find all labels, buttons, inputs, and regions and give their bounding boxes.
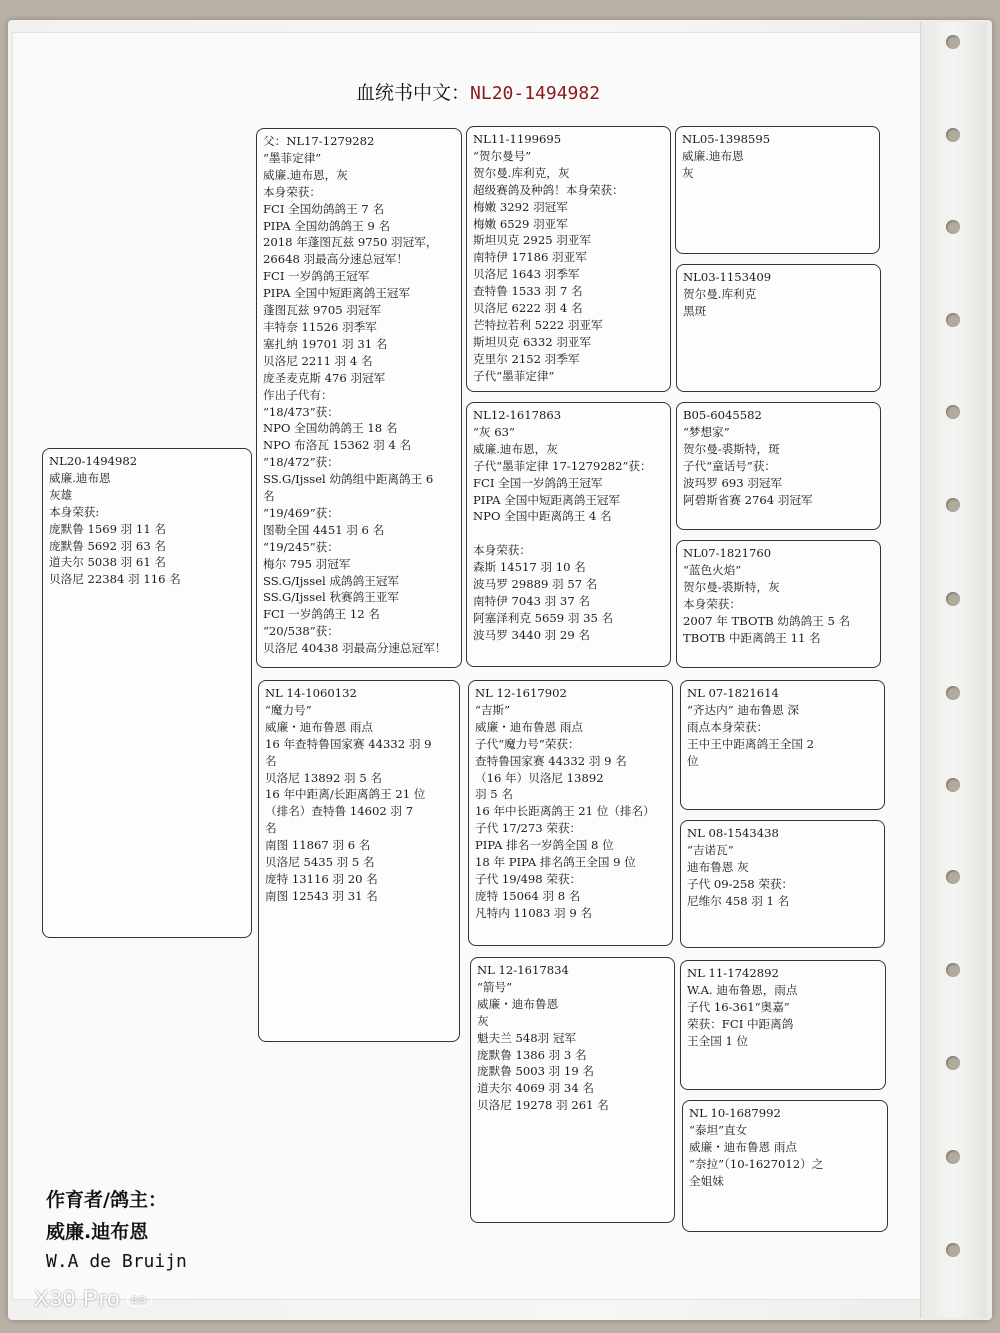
ds-line: 庞特 15064 羽 8 名 [475,888,581,903]
punch-hole [946,963,960,977]
sd-line: 威廉.迪布恩，灰 [473,441,558,456]
sd-line: 子代“墨菲定律 17-1279282”获： [473,458,652,473]
sire-line: 本身荣获： [263,184,321,199]
sd-line: “灰 63” [473,424,515,439]
sdd-line: 贺尔曼-裘斯特，灰 [683,579,780,594]
ds-line: 威廉・迪布鲁恩 雨点 [475,719,584,734]
dd-line: NL 12-1617834 [477,963,569,977]
ss-line: 子代“墨菲定律” [473,368,555,383]
ss-line: 克里尔 2152 羽季军 [473,351,580,366]
sd-line: NL12-1617863 [473,408,562,422]
ss-line: 贺尔曼.库利克，灰 [473,165,570,180]
sire-line: 图勒全国 4451 羽 6 名 [263,522,385,537]
sire-line: 父：NL17-1279282 [263,134,375,148]
dd-line: 魁夫兰 548羽 冠军 [477,1030,577,1045]
dam-line: 庞特 13116 羽 20 名 [265,871,378,886]
ds-line: 子代“魔力号”荣获： [475,736,580,751]
dsd-line: NL 08-1543438 [687,826,779,840]
sdd-line: 本身荣获： [683,596,741,611]
sire-line: “19/469”获： [263,505,339,520]
ss-line: 梅嫩 6529 羽亚军 [473,216,568,231]
sds-line: B05-6045582 [683,408,762,422]
sd-line: NPO 全国中距离鸽王 4 名 [473,509,612,524]
camera-watermark [34,1286,152,1312]
sire-line: 塞扎纳 19701 羽 31 名 [263,336,388,351]
subject-line: 威廉.迪布恩 [49,470,111,485]
sss-line: 灰 [682,165,694,180]
ss-line: NL11-1199695 [473,132,562,146]
sire-line: SS.G/Ijssel 幼鸽组中距离鸽王 6 [263,472,434,487]
dam-line: 贝洛尼 13892 羽 5 名 [265,770,382,785]
dd-line: 灰 [477,1013,489,1028]
punch-hole [946,128,960,142]
ss-line: 梅嫩 3292 羽冠军 [473,199,568,214]
sds-line: “梦想家” [683,424,730,439]
sire-line: PIPA 全国幼鸽鸽王 9 名 [263,218,391,233]
dds-line: 王全国 1 位 [687,1033,749,1048]
ds-line: “吉斯” [475,702,511,717]
ds-line: 凡特内 11083 羽 9 名 [475,905,592,920]
dam-line: 名 [265,821,277,836]
dam-dam-box [470,957,675,1223]
dam-sire-sire-box [680,680,885,810]
title-label: 血统书中文： [356,82,471,104]
sire-sire-box [466,126,671,392]
ddd-line: “奈拉”（10-1627012）之 [689,1156,824,1171]
pedigree-title [356,78,600,105]
dd-line: 庞默鲁 1386 羽 3 名 [477,1047,587,1062]
sire-dam-sire-box [676,402,881,530]
sss-line: NL05-1398595 [682,132,771,146]
ddd-line: 威廉・迪布鲁恩 雨点 [689,1139,798,1154]
dds-line: NL 11-1742892 [687,966,779,980]
dam-line: 威廉・迪布鲁恩 雨点 [265,719,374,734]
ss-line: 查特鲁 1533 羽 7 名 [473,284,583,299]
sdd-line: NL07-1821760 [683,546,772,560]
subject-bird-box [42,448,252,938]
punch-hole [946,405,960,419]
dam-dam-dam-box [682,1100,888,1232]
sire-dam-box [466,402,671,667]
punch-hole [946,498,960,512]
breeder-block [46,1184,187,1276]
dss-line: 王中王中距离鸽王全国 2 [687,736,814,751]
binder-strip [920,22,987,1318]
sire-line: 贝洛尼 2211 羽 4 名 [263,353,373,368]
sire-line: NPO 全国幼鸽鸽王 18 名 [263,421,398,436]
dds-line: 子代 16-361“奥嘉” [687,999,790,1014]
dd-line: 道夫尔 4069 羽 34 名 [477,1081,594,1096]
title-ring-number: NL20-1494982 [470,83,601,104]
sds-line: 子代“童话号”获： [683,458,777,473]
sire-line: 蓬图瓦兹 9705 羽冠军 [263,303,382,318]
punch-hole [946,870,960,884]
ss-line: 芒特拉若利 5222 羽亚军 [473,317,603,332]
ds-line: NL 12-1617902 [475,686,567,700]
breeder-name-cn: 威廉.迪布恩 [46,1221,149,1243]
ss-line: 贝洛尼 1643 羽季军 [473,267,580,282]
ss-line: 斯坦贝克 6332 羽亚军 [473,334,592,349]
ddd-line: “泰坦”直女 [689,1122,748,1137]
dsd-line: 子代 09-258 荣获： [687,876,794,891]
dsd-line: “吉诺瓦” [687,842,734,857]
sire-line: SS.G/Ijssel 秋赛鸽王亚军 [263,590,400,605]
ss-line: 南特伊 17186 羽亚军 [473,250,587,265]
sire-dam-dam-box [676,540,881,668]
sd-line: 阿塞泽利克 5659 羽 35 名 [473,610,614,625]
sd-line: 波马罗 3440 羽 29 名 [473,627,590,642]
sdd-line: 2007 年 TBOTB 幼鸽鸽王 5 名 [683,613,851,628]
dam-line: 16 年查特鲁国家赛 44332 羽 9 [265,736,432,751]
sds-line: 波玛罗 693 羽冠军 [683,475,783,490]
sire-line: “19/245”获： [263,539,339,554]
sire-sire-dam-box [676,264,881,392]
ds-line: 查特鲁国家赛 44332 羽 9 名 [475,753,627,768]
dam-sire-dam-box [680,820,885,948]
punch-hole [946,313,960,327]
dd-line: 贝洛尼 19278 羽 261 名 [477,1098,609,1113]
sd-line [473,525,664,542]
dam-line: （排名）查特鲁 14602 羽 7 [265,804,414,819]
dds-line: 荣获：FCI 中距离鸽 [687,1016,794,1031]
sd-line: 南特伊 7043 羽 37 名 [473,593,590,608]
sire-line: “墨菲定律” [263,150,322,165]
punch-hole [946,35,960,49]
dd-line: 威廉・迪布鲁恩 [477,996,559,1011]
ssd-line: NL03-1153409 [683,270,772,284]
ddd-line: NL 10-1687992 [689,1106,781,1120]
sire-line: NPO 布洛瓦 15362 羽 4 名 [263,438,412,453]
sire-line: “18/472”获： [263,455,339,470]
punch-hole [946,686,960,700]
sdd-line: TBOTB 中距离鸽王 11 名 [683,630,821,645]
dam-line: 南图 12543 羽 31 名 [265,888,378,903]
dam-line: “魔力号” [265,702,312,717]
ds-line: 羽 5 名 [475,787,513,802]
sd-line: FCI 全国一岁鸽鸽王冠军 [473,475,603,490]
punch-hole [946,220,960,234]
punch-hole [946,1056,960,1070]
sire-line: PIPA 全国中短距离鸽王冠军 [263,286,411,301]
ss-line: “贺尔曼号” [473,148,532,163]
dss-line: “齐达内” 迪布鲁恩 深 [687,702,799,717]
punch-hole [946,592,960,606]
ds-line: 16 年中长距离鸽王 21 位（排名） [475,804,655,819]
dam-line: NL 14-1060132 [265,686,357,700]
network-badge: 5G [127,1294,152,1307]
dam-dam-sire-box [680,960,886,1090]
sire-line: 作出子代有： [263,387,333,402]
ds-line: （16 年）贝洛尼 13892 [475,770,604,785]
sire-line: “20/538”获： [263,624,339,639]
sds-line: 阿碧斯省赛 2764 羽冠军 [683,492,813,507]
dds-line: W.A. 迪布鲁恩，雨点 [687,982,798,997]
dam-line: 16 年中距离/长距离鸽王 21 位 [265,787,426,802]
punch-hole [946,1150,960,1164]
sire-line: 2018 年蓬图瓦兹 9750 羽冠军， [263,235,438,250]
ds-line: 子代 19/498 荣获： [475,871,582,886]
ss-line: 斯坦贝克 2925 羽亚军 [473,233,592,248]
subject-line: 道夫尔 5038 羽 61 名 [49,555,166,570]
dam-box [258,680,460,1042]
sire-line: FCI 一岁鸽鸽王 12 名 [263,607,380,622]
dsd-line: 迪布鲁恩 灰 [687,859,749,874]
sd-line: PIPA 全国中短距离鸽王冠军 [473,492,621,507]
sire-line: 梅尔 795 羽冠军 [263,556,351,571]
sdd-line: “蓝色火焰” [683,562,742,577]
dd-line: “箭号” [477,979,513,994]
sire-line: 名 [263,489,275,504]
dam-line: 名 [265,753,277,768]
punch-hole [946,1243,960,1257]
sd-line: 本身荣获： [473,543,531,558]
sire-line: FCI 全国幼鸽鸽王 7 名 [263,201,385,216]
sire-line: 贝洛尼 40438 羽最高分速总冠军！ [263,641,447,656]
subject-line: NL20-1494982 [49,454,138,468]
camera-brand: X30 Pro [34,1286,121,1311]
breeder-label: 作育者/鸽主： [46,1189,167,1211]
ddd-line: 全姐妹 [689,1173,724,1188]
dss-line: 雨点本身荣获： [687,719,769,734]
dam-sire-box [468,680,673,946]
sire-sire-sire-box [675,126,880,254]
subject-line: 本身荣获: [49,504,100,519]
ds-line: PIPA 排名一岁鸽全国 8 位 [475,838,614,853]
sire-line: “18/473”获： [263,404,339,419]
sds-line: 贺尔曼-裘斯特，斑 [683,441,780,456]
ssd-line: 贺尔曼.库利克 [683,286,757,301]
ds-line: 子代 17/273 荣获： [475,821,582,836]
subject-line: 灰雄 [49,487,73,502]
sd-line: 森斯 14517 羽 10 名 [473,560,586,575]
dam-line: 南图 11867 羽 6 名 [265,838,371,853]
sd-line: 波马罗 29889 羽 57 名 [473,577,598,592]
dam-line: 贝洛尼 5435 羽 5 名 [265,855,375,870]
dss-line: 位 [687,753,699,768]
subject-line: 庞默鲁 1569 羽 11 名 [49,521,166,536]
dsd-line: 尼维尔 458 羽 1 名 [687,893,790,908]
sire-line: 丰特奈 11526 羽季军 [263,319,377,334]
dss-line: NL 07-1821614 [687,686,779,700]
sire-line: SS.G/Ijssel 成鸽鸽王冠军 [263,573,400,588]
sire-line: FCI 一岁鸽鸽王冠军 [263,269,370,284]
dd-line: 庞默鲁 5003 羽 19 名 [477,1064,594,1079]
ss-line: 超级赛鸽及种鸽！本身荣获： [473,182,624,197]
sire-line: 庞圣麦克斯 476 羽冠军 [263,370,386,385]
sss-line: 威廉.迪布恩 [682,148,744,163]
ss-line: 贝洛尼 6222 羽 4 名 [473,301,583,316]
subject-line: 贝洛尼 22384 羽 116 名 [49,572,181,587]
sire-line: 威廉.迪布恩，灰 [263,167,348,182]
punch-hole [946,778,960,792]
breeder-name-en: W.A de Bruijn [46,1251,187,1272]
subject-line: 庞默鲁 5692 羽 63 名 [49,538,166,553]
ssd-line: 黑斑 [683,303,707,318]
ds-line: 18 年 PIPA 排名鸽王全国 9 位 [475,855,636,870]
sire-box [256,128,462,668]
sire-line: 26648 羽最高分速总冠军！ [263,252,408,267]
